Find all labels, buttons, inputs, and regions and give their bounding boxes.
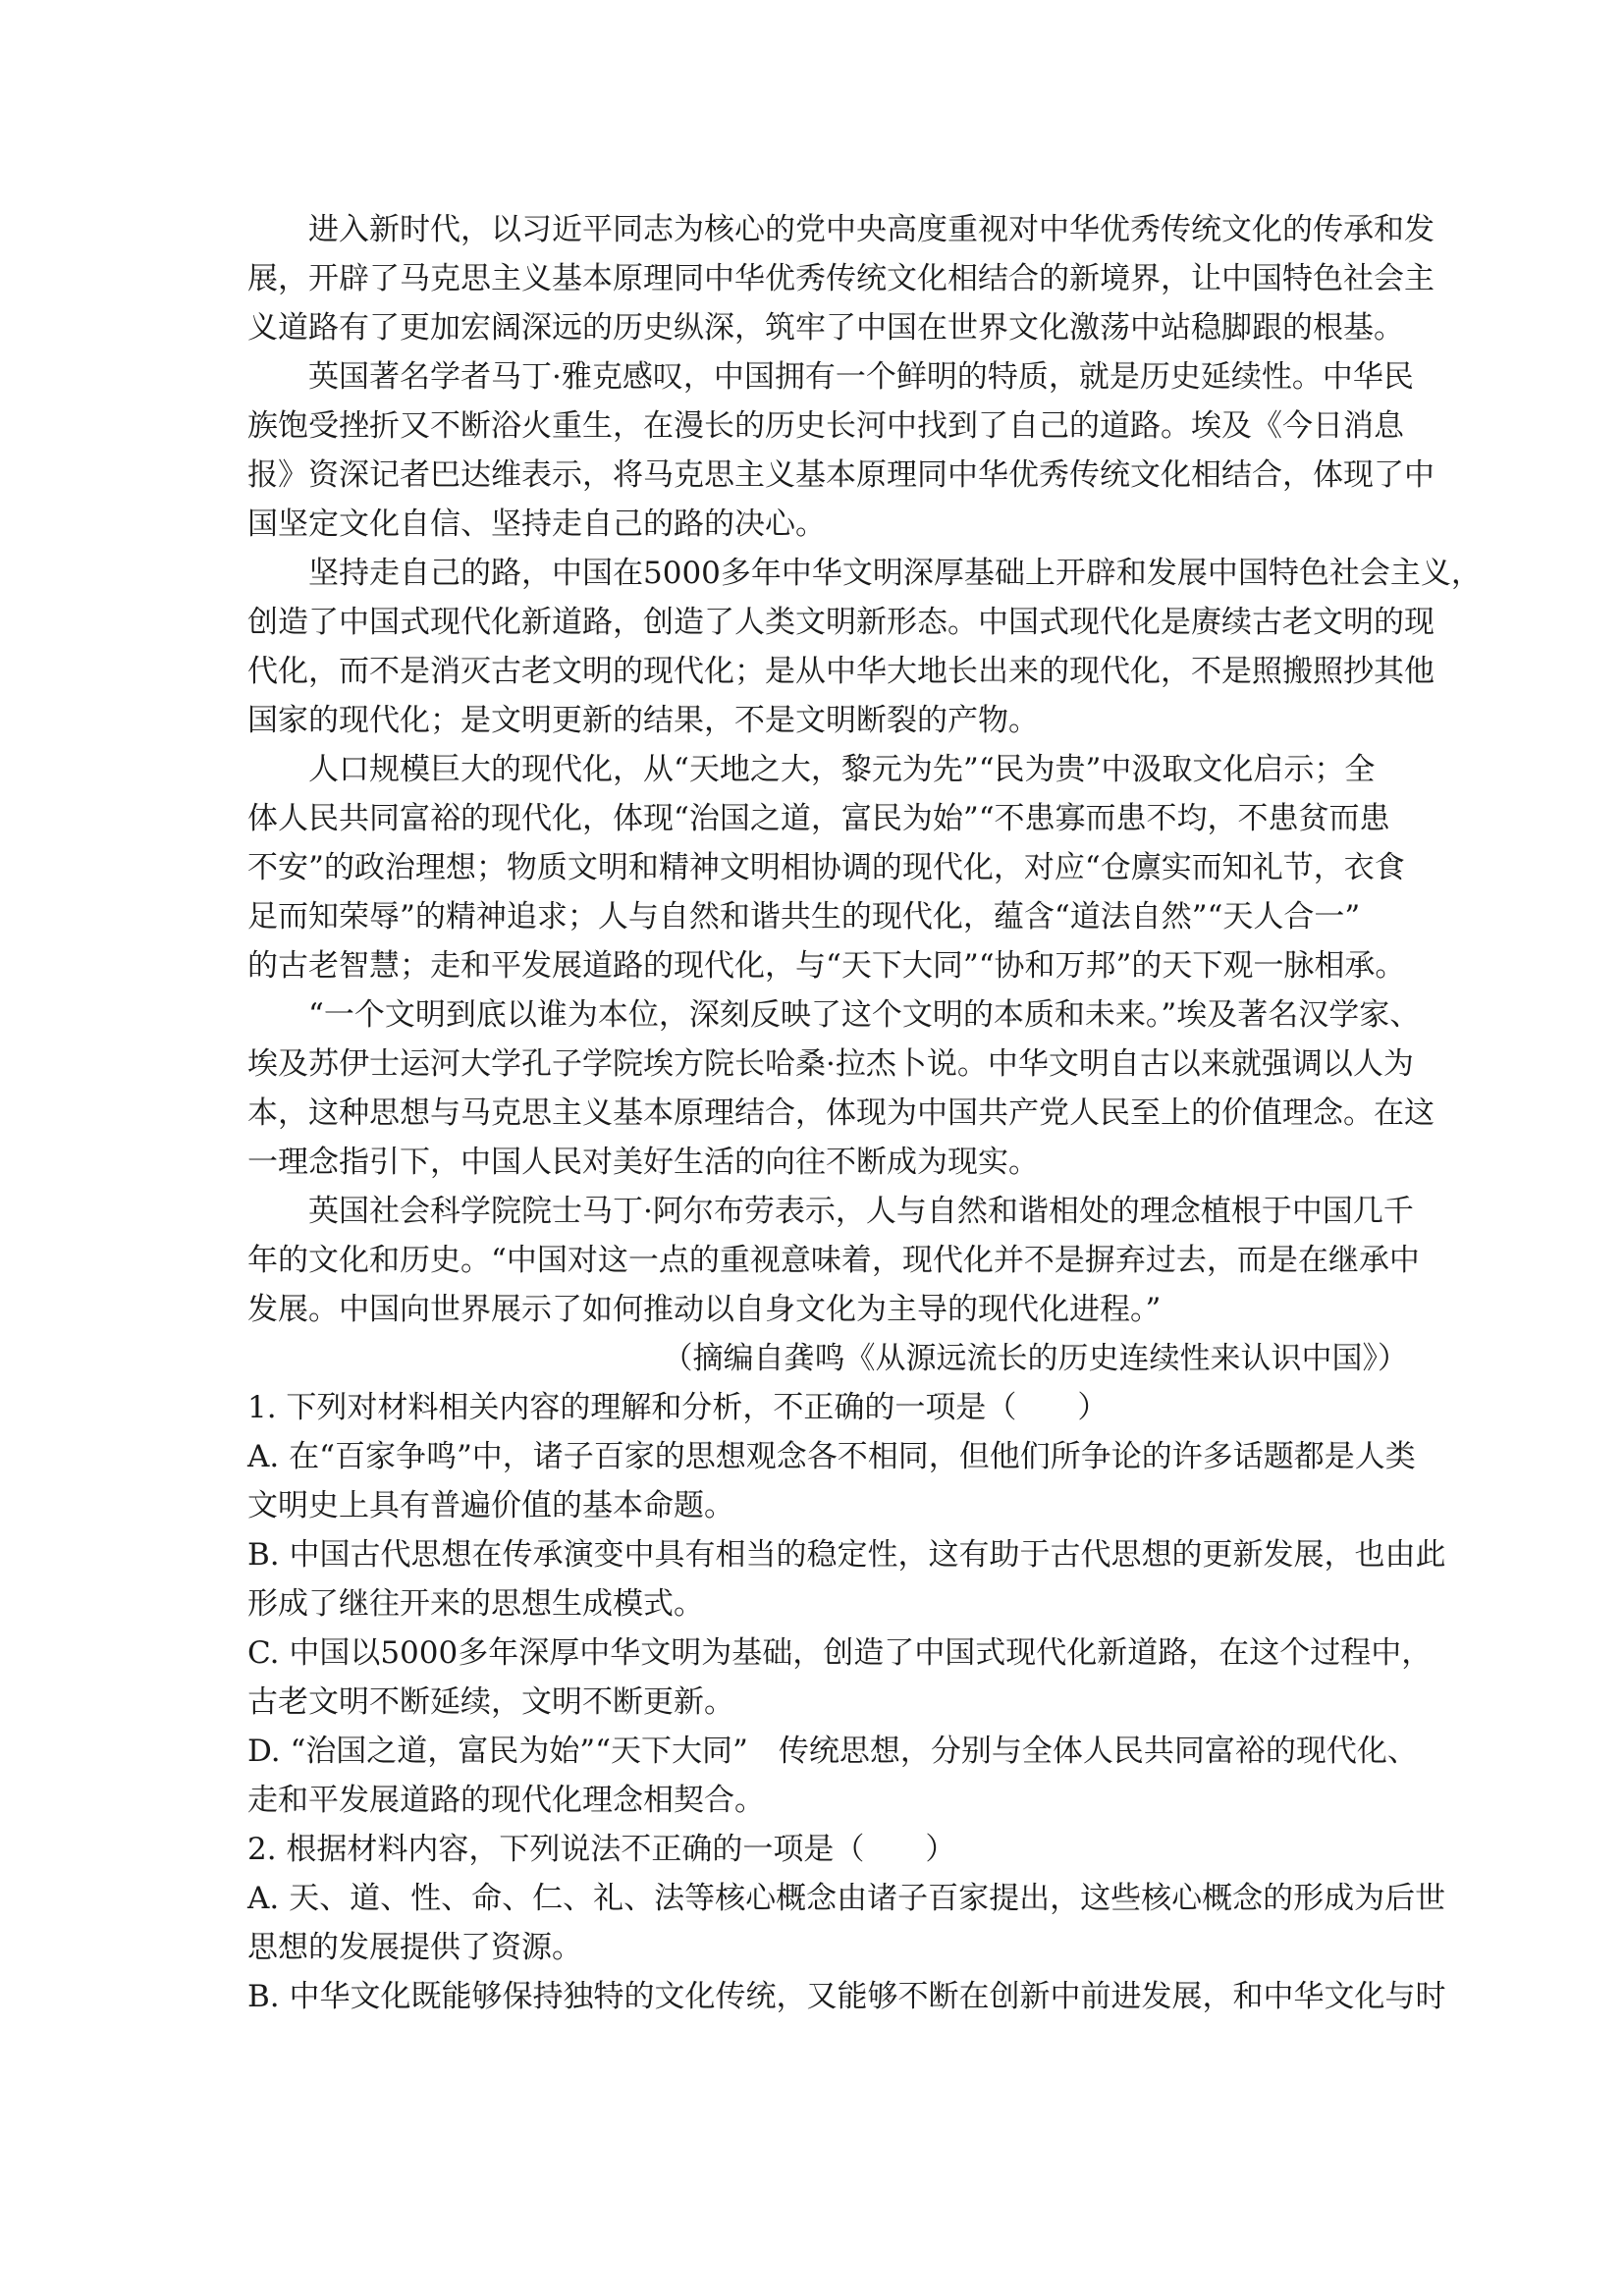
passage-line: 代化，而不是消灭古老文明的现代化；是从中华大地长出来的现代化，不是照搬照抄其他 (247, 654, 1435, 689)
question-1-option-a-cont: 文明史上具有普遍价值的基本命题。 (247, 1488, 734, 1523)
passage-line: 族饱受挫折又不断浴火重生，在漫长的历史长河中找到了自己的道路。埃及《今日消息 (247, 408, 1404, 444)
passage-line: 埃及苏伊士运河大学孔子学院埃方院长哈桑·拉杰卜说。中华文明自古以来就强调以人为 (247, 1046, 1414, 1082)
passage-line: 报》资深记者巴达维表示，将马克思主义基本原理同中华优秀传统文化相结合，体现了中 (247, 457, 1435, 493)
passage-line: 体人民共同富裕的现代化，体现“治国之道，富民为始”“不患寡而患不均，不患贫而患 (247, 801, 1390, 836)
passage-line: 展，开辟了马克思主义基本原理同中华优秀传统文化相结合的新境界，让中国特色社会主 (247, 261, 1435, 296)
passage-line: 创造了中国式现代化新道路，创造了人类文明新形态。中国式现代化是赓续古老文明的现 (247, 605, 1435, 640)
question-1-option-d: D. “治国之道，富民为始”“天下大同” 传统思想，分别与全体人民共同富裕的现代化、 (247, 1734, 1418, 1769)
passage-line: 的古老智慧；走和平发展道路的现代化，与“天下大同”“协和万邦”的天下观一脉相承。 (247, 948, 1406, 984)
passage-line: 年的文化和历史。“中国对这一点的重视意味着，现代化并不是摒弃过去，而是在继承中 (247, 1243, 1420, 1278)
passage-source: （摘编自龚鸣《从源远流长的历史连续性来认识中国》） (662, 1341, 1408, 1376)
question-1-option-c-cont: 古老文明不断延续，文明不断更新。 (247, 1684, 734, 1720)
passage-line: 国坚定文化自信、坚持走自己的路的决心。 (247, 507, 826, 542)
question-1-option-b-cont: 形成了继往开来的思想生成模式。 (247, 1586, 704, 1622)
question-2-option-b: B. 中华文化既能够保持独特的文化传统，又能够不断在创新中前进发展，和中华文化与时 (247, 1979, 1446, 2014)
passage-line: 足而知荣辱”的精神追求；人与自然和谐共生的现代化，蕴含“道法自然”“天人合一” (247, 899, 1361, 934)
question-1-option-d-cont: 走和平发展道路的现代化理念相契合。 (247, 1783, 765, 1818)
question-2-option-a-cont: 思想的发展提供了资源。 (247, 1930, 582, 1965)
passage-line: 进入新时代，以习近平同志为核心的党中央高度重视对中华优秀传统文化的传承和发 (308, 212, 1435, 247)
question-1-option-a: A. 在“百家争鸣”中，诸子百家的思想观念各不相同，但他们所争论的许多话题都是人类 (247, 1439, 1416, 1474)
passage-line: 发展。中国向世界展示了如何推动以自身文化为主导的现代化进程。” (247, 1292, 1162, 1327)
passage-line: 英国著名学者马丁·雅克感叹，中国拥有一个鲜明的特质，就是历史延续性。中华民 (308, 359, 1414, 395)
question-2-stem: 2. 根据材料内容，下列说法不正确的一项是（ ） (247, 1832, 956, 1867)
passage-line: 本，这种思想与马克思主义基本原理结合，体现为中国共产党人民至上的价值理念。在这 (247, 1095, 1435, 1131)
question-1-stem: 1. 下列对材料相关内容的理解和分析，不正确的一项是（ ） (247, 1390, 1109, 1425)
passage-line: 义道路有了更加宏阔深远的历史纵深，筑牢了中国在世界文化激荡中站稳脚跟的根基。 (247, 310, 1404, 346)
passage-line: 不安”的政治理想；物质文明和精神文明相协调的现代化，对应“仓廪实而知礼节，衣食 (247, 850, 1405, 885)
passage-line: 一理念指引下，中国人民对美好生活的向往不断成为现实。 (247, 1145, 1039, 1180)
passage-line: 人口规模巨大的现代化，从“天地之大，黎元为先”“民为贵”中汲取文化启示；全 (308, 752, 1376, 787)
question-2-option-a: A. 天、道、性、命、仁、礼、法等核心概念由诸子百家提出，这些核心概念的形成为后世 (247, 1881, 1446, 1916)
question-1-option-b: B. 中国古代思想在传承演变中具有相当的稳定性，这有助于古代思想的更新发展，也由此 (247, 1537, 1446, 1573)
passage-line: 坚持走自己的路，中国在5000多年中华文明深厚基础上开辟和发展中国特色社会主义， (308, 556, 1482, 591)
passage-line: 英国社会科学院院士马丁·阿尔布劳表示，人与自然和谐相处的理念植根于中国几千 (308, 1194, 1414, 1229)
passage-line: 国家的现代化；是文明更新的结果，不是文明断裂的产物。 (247, 703, 1039, 738)
question-1-option-c: C. 中国以5000多年深厚中华文明为基础，创造了中国式现代化新道路，在这个过程中， (247, 1635, 1433, 1671)
passage-line: “一个文明到底以谁为本位，深刻反映了这个文明的本质和未来。”埃及著名汉学家、 (308, 997, 1421, 1033)
